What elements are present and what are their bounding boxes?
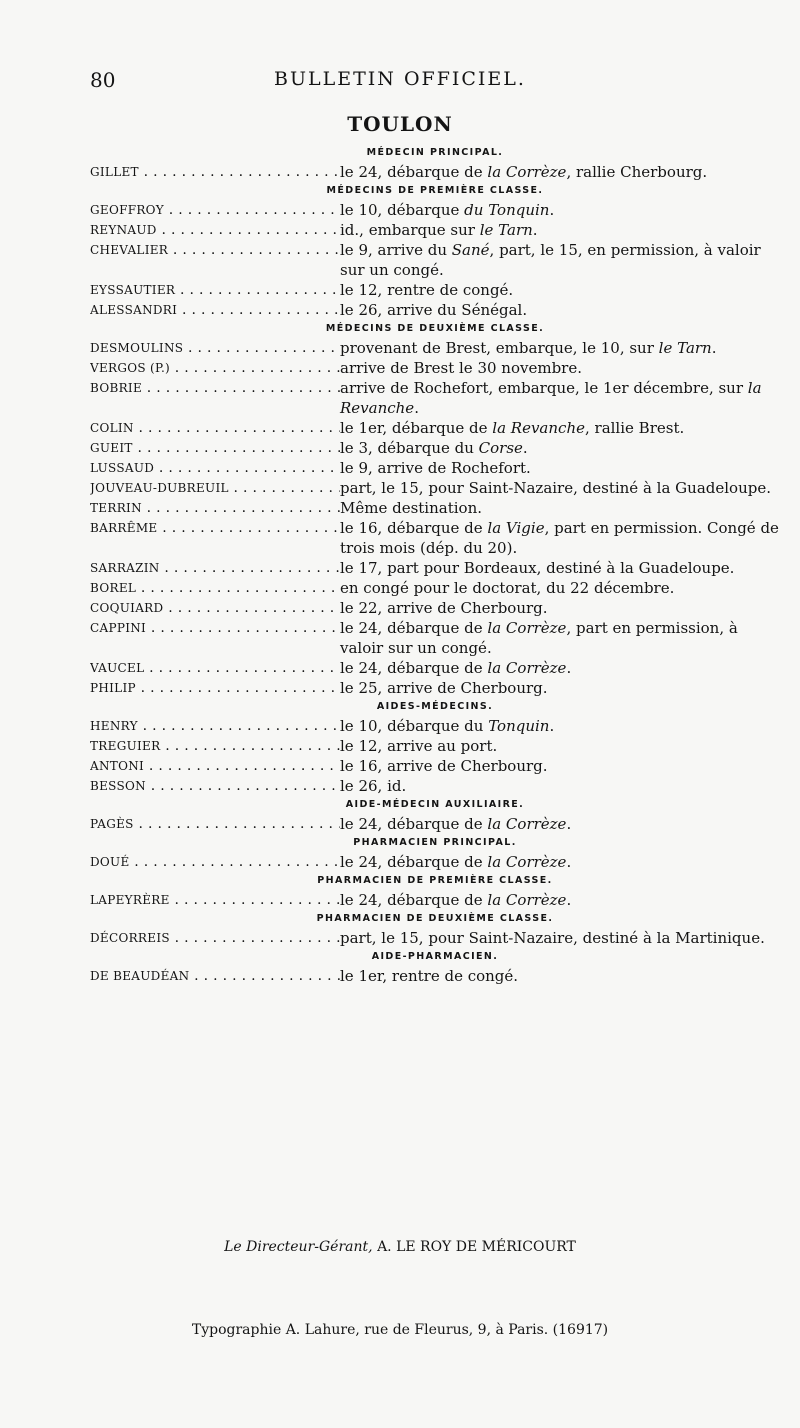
ship-name: la Corrèze [487, 891, 567, 909]
entry-name: COQUIARD . . . [90, 598, 340, 618]
entry-text-tail: , part en permission. Congé de trois mois (dép. du 20). [340, 519, 779, 557]
entry-text-main: le 12, arrive au port. [340, 737, 498, 755]
entry-text [340, 716, 780, 736]
entry-text-main: le 10, débarque du [340, 717, 489, 735]
ship-name: du Tonquin [464, 201, 550, 219]
entry-row [90, 498, 780, 518]
entry-row [90, 162, 780, 182]
entry-row [90, 852, 780, 872]
entry-row [90, 776, 780, 796]
entry-text-main: part, le 15, pour Saint-Nazaire, destiné à la Martinique. [340, 929, 765, 947]
entry-row [90, 418, 780, 438]
ship-name: la Corrèze [487, 659, 567, 677]
page-number: 80 [90, 68, 116, 92]
entry-text-main: le 1er, rentre de congé. [340, 967, 519, 985]
ship-name: la Revanche [340, 379, 762, 417]
entry-text [340, 678, 780, 698]
entry-text-main: le 24, débarque de [340, 853, 488, 871]
ship-name: la Corrèze [487, 619, 567, 637]
entry-text [340, 338, 780, 358]
entry-text [340, 736, 780, 756]
entry-name: GEOFFROY . . . [90, 200, 340, 220]
entry-text [340, 240, 780, 280]
entry-row [90, 240, 780, 280]
entry-text-main: le 24, débarque de [340, 659, 488, 677]
entry-text [340, 852, 780, 872]
entry-text-main: arrive de Brest le 30 novembre. [340, 359, 582, 377]
entry-name: SARRAZIN . . . [90, 558, 340, 578]
entry-text [340, 418, 780, 438]
entry-name: REYNAUD . . . [90, 220, 340, 240]
running-title: BULLETIN OFFICIEL. [274, 68, 526, 90]
entry-name: BOREL . . . [90, 578, 340, 598]
entry-text-tail: , part en permission, à valoir sur un congé. [340, 619, 738, 657]
ship-name: la Vigie [487, 519, 545, 537]
entry-row [90, 458, 780, 478]
entry-text [340, 378, 780, 418]
entry-row [90, 598, 780, 618]
ship-name: la Corrèze [487, 163, 567, 181]
entry-text-tail: . [414, 399, 419, 417]
entry-row [90, 438, 780, 458]
entry-row [90, 338, 780, 358]
entry-text-main: part, le 15, pour Saint-Nazaire, destiné à la Guadeloupe. [340, 479, 771, 497]
entry-row [90, 814, 780, 834]
entry-row [90, 736, 780, 756]
entry-text [340, 162, 780, 182]
section-heading: MÉDECINS DE DEUXIÈME CLASSE. [325, 323, 545, 334]
entry-text-tail: . [566, 891, 572, 909]
entry-row [90, 558, 780, 578]
entry-name: ALESSANDRI . . . [90, 300, 340, 320]
entry-row [90, 378, 780, 418]
entry-row [90, 928, 780, 948]
entry-text [340, 928, 780, 948]
entry-name: DOUÉ . . . [90, 852, 340, 872]
entry-name: BARRÊME . . . [90, 518, 340, 558]
entry-text [340, 598, 780, 618]
ship-name: la Corrèze [487, 853, 567, 871]
entry-text-tail: . [522, 439, 528, 457]
entry-name: BOBRIE . . . [90, 378, 340, 418]
entry-text-tail: . [711, 339, 717, 357]
entry-name: DE BEAUDÉAN . . . [90, 966, 340, 986]
entry-text-main: en congé pour le doctorat, du 22 décembre. [340, 579, 675, 597]
entry-text-main: le 17, part pour Bordeaux, destiné à la Guadeloupe. [340, 559, 735, 577]
entry-row [90, 890, 780, 910]
entry-row [90, 966, 780, 986]
entry-name: DESMOULINS . . . [90, 338, 340, 358]
entry-text [340, 558, 780, 578]
entry-name: PAGÈS . . . [90, 814, 340, 834]
entry-text-main: le 12, rentre de congé. [340, 281, 514, 299]
entry-text [340, 280, 780, 300]
entry-name: GILLET . . . [90, 162, 340, 182]
entry-text [340, 890, 780, 910]
entry-text-main: le 16, débarque de [340, 519, 488, 537]
signature-name: A. LE ROY DE MÉRICOURT [377, 1239, 576, 1255]
entry-text-main: le 24, débarque de [340, 891, 488, 909]
entry-text-main: id., embarque sur [340, 221, 480, 239]
entry-name: JOUVEAU-DUBREUIL . . . [90, 478, 340, 498]
entry-row [90, 518, 780, 558]
entry-row [90, 716, 780, 736]
entry-row [90, 220, 780, 240]
entry-text [340, 578, 780, 598]
entry-text [340, 300, 780, 320]
entry-text-main: le 24, débarque de [340, 815, 488, 833]
entry-row [90, 756, 780, 776]
entry-name: PHILIP . . . [90, 678, 340, 698]
entry-text-tail: , rallie Cherbourg. [566, 163, 708, 181]
entry-row [90, 358, 780, 378]
entry-text-main: le 22, arrive de Cherbourg. [340, 599, 548, 617]
entry-text [340, 498, 780, 518]
entry-text-main: le 26, arrive du Sénégal. [340, 301, 528, 319]
entry-row [90, 578, 780, 598]
section-heading: MÉDECINS DE PREMIÈRE CLASSE. [326, 185, 544, 196]
entry-name: COLIN . . . [90, 418, 340, 438]
section-heading: AIDES-MÉDECINS. [376, 701, 494, 712]
entry-name: CHEVALIER . . . [90, 240, 340, 280]
entry-row [90, 300, 780, 320]
entry-text [340, 756, 780, 776]
entry-text-tail: . [549, 717, 555, 735]
entry-text-tail: . [566, 659, 572, 677]
entry-text-tail: , rallie Brest. [584, 419, 685, 437]
ship-name: Sané [451, 241, 490, 259]
entry-name: TREGUIER . . . [90, 736, 340, 756]
entry-name: EYSSAUTIER . . . [90, 280, 340, 300]
signature [0, 1239, 800, 1255]
entry-text-tail: . [566, 815, 572, 833]
ship-name: Corse [478, 439, 523, 457]
ship-name: Tonquin [488, 717, 550, 735]
ship-name: le Tarn [658, 339, 712, 357]
imprint: Typographie A. Lahure, rue de Fleurus, 9, à Paris. (16917) [191, 1322, 609, 1338]
entry-text-tail: . [549, 201, 555, 219]
entry-text-tail: , part, le 15, en permission, à valoir sur un congé. [340, 241, 761, 279]
section-heading: PHARMACIEN DE DEUXIÈME CLASSE. [316, 913, 554, 924]
entry-text [340, 200, 780, 220]
entry-text [340, 458, 780, 478]
section-heading: PHARMACIEN PRINCIPAL. [353, 837, 517, 848]
entry-name: VERGOS (P.) . . . [90, 358, 340, 378]
entry-text [340, 358, 780, 378]
section-heading: MÉDECIN PRINCIPAL. [366, 147, 504, 158]
entry-text-main: le 25, arrive de Cherbourg. [340, 679, 548, 697]
section-heading: AIDE-MÉDECIN AUXILIAIRE. [345, 799, 525, 810]
ship-name: la Corrèze [487, 815, 567, 833]
page-header [90, 68, 710, 98]
ship-name: le Tarn [479, 221, 533, 239]
entry-name: DÉCORREIS . . . [90, 928, 340, 948]
movement-list [90, 144, 780, 986]
section-heading: AIDE-PHARMACIEN. [371, 951, 499, 962]
entry-text-main: le 24, débarque de [340, 163, 488, 181]
entry-name: LUSSAUD . . . [90, 458, 340, 478]
entry-text-main: provenant de Brest, embarque, le 10, sur [340, 339, 659, 357]
entry-row [90, 200, 780, 220]
entry-text-main: le 24, débarque de [340, 619, 488, 637]
section-heading: PHARMACIEN DE PREMIÈRE CLASSE. [317, 875, 553, 886]
entry-text [340, 658, 780, 678]
entry-text [340, 814, 780, 834]
entry-name: CAPPINI . . . [90, 618, 340, 658]
entry-text-tail: . [532, 221, 538, 239]
entry-name: TERRIN . . . [90, 498, 340, 518]
entry-name: LAPEYRÈRE . . . [90, 890, 340, 910]
entry-text [340, 478, 780, 498]
entry-text-tail: . [566, 853, 572, 871]
entry-row [90, 658, 780, 678]
entry-text [340, 618, 780, 658]
entry-row [90, 678, 780, 698]
entry-text [340, 966, 780, 986]
entry-name: BESSON . . . [90, 776, 340, 796]
entry-text-main: le 26, id. [340, 777, 407, 795]
signature-role: Le Directeur-Gérant, [224, 1239, 373, 1255]
entry-name: ANTONI . . . [90, 756, 340, 776]
entry-text [340, 438, 780, 458]
entry-text-main: le 9, arrive du [340, 241, 452, 259]
entry-name: VAUCEL . . . [90, 658, 340, 678]
entry-name: GUEIT . . . [90, 438, 340, 458]
entry-text [340, 220, 780, 240]
entry-row [90, 618, 780, 658]
entry-row [90, 478, 780, 498]
entry-text-main: arrive de Rochefort, embarque, le 1er décembre, sur [340, 379, 748, 397]
entry-text-main: le 3, débarque du [340, 439, 479, 457]
entry-name: HENRY . . . [90, 716, 340, 736]
entry-text [340, 518, 780, 558]
ship-name: la Revanche [492, 419, 585, 437]
entry-row [90, 280, 780, 300]
entry-text-main: le 1er, débarque de [340, 419, 493, 437]
entry-text-main: le 10, débarque [340, 201, 465, 219]
entry-text-main: le 9, arrive de Rochefort. [340, 459, 531, 477]
city-heading: TOULON [347, 112, 453, 136]
entry-text-main: Même destination. [340, 499, 482, 517]
entry-text-main: le 16, arrive de Cherbourg. [340, 757, 548, 775]
entry-text [340, 776, 780, 796]
